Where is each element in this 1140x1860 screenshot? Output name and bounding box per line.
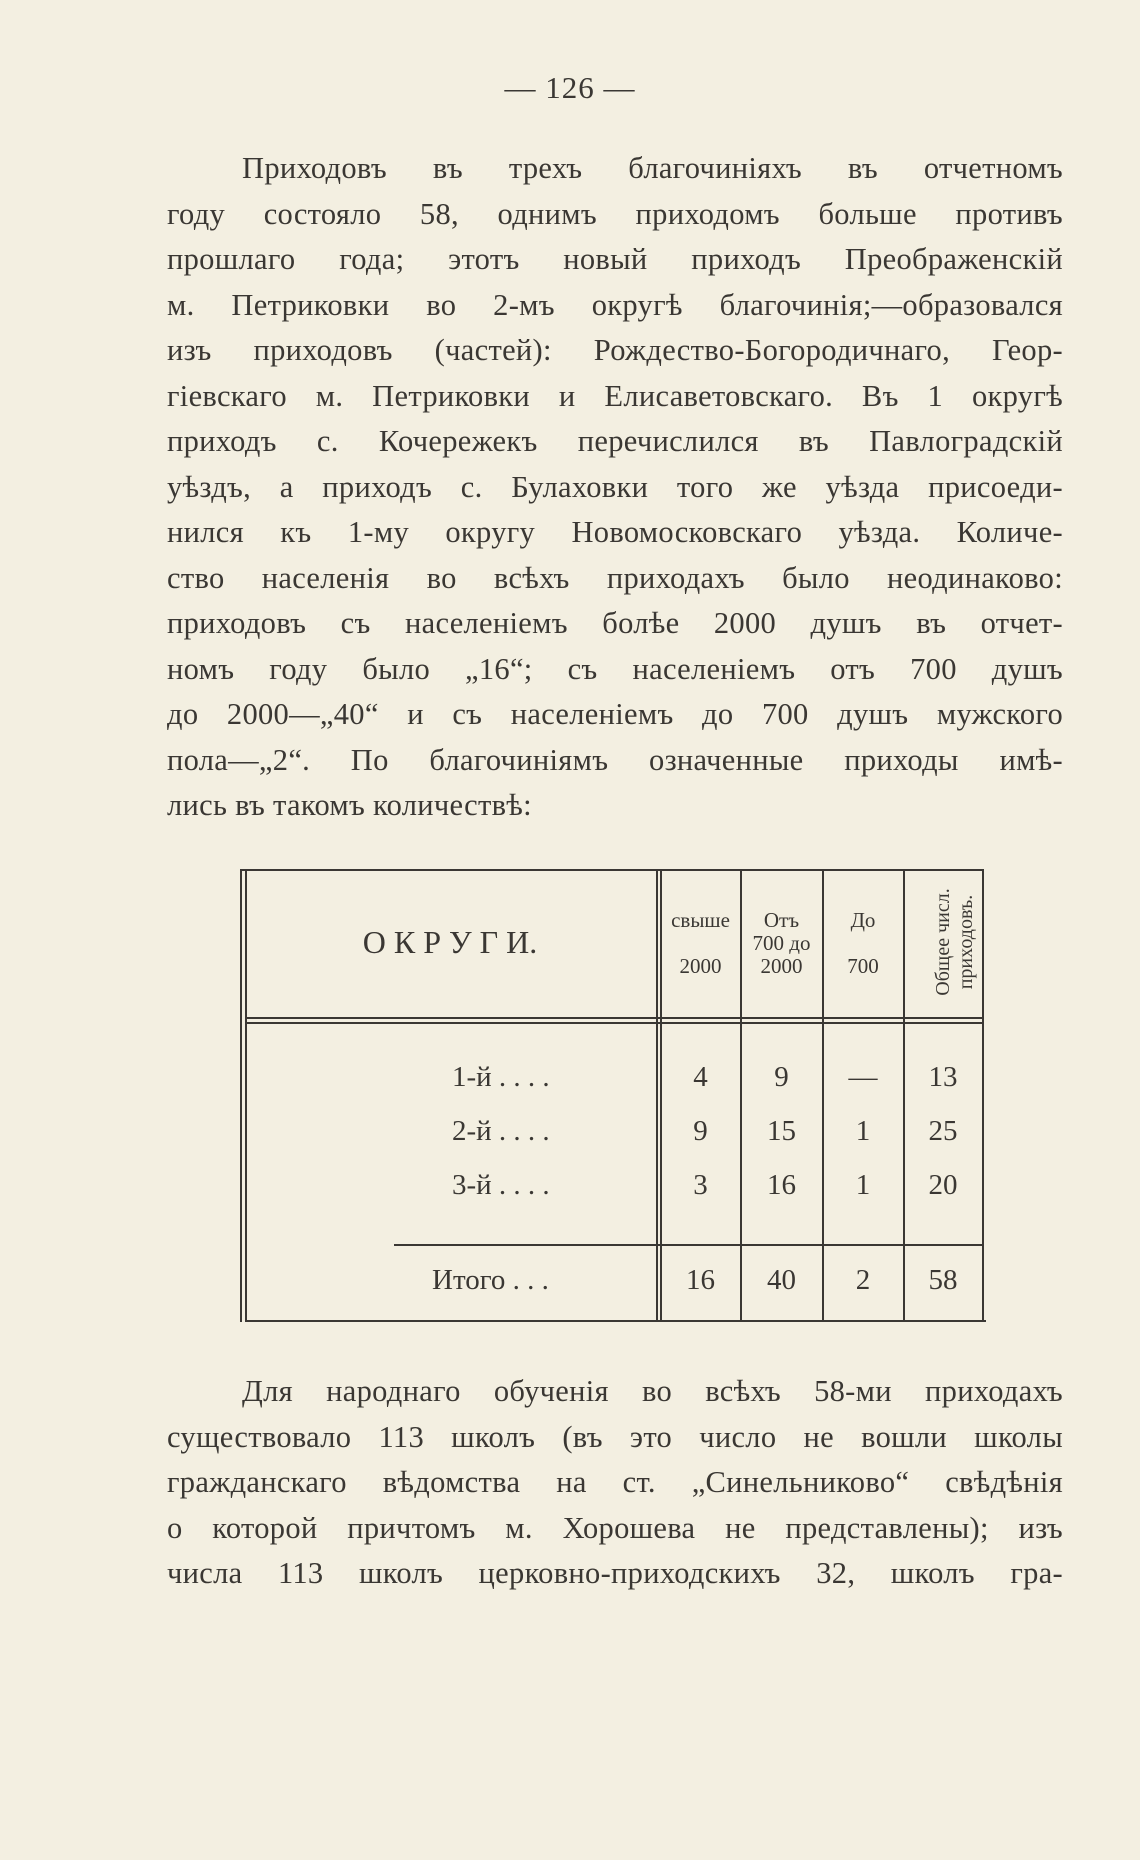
text-line: Для народнаго обученія во всѣхъ 58-ми приходахъ xyxy=(242,1374,1063,1408)
text-line: ство населенія во всѣхъ приходахъ было неодинаково: xyxy=(167,560,1063,595)
row-label: 1-й . . . . xyxy=(452,1061,550,1093)
cell: 4 xyxy=(693,1061,708,1093)
total-cell: 2 xyxy=(855,1264,871,1296)
okrugi-header: О К Р У Г И. xyxy=(362,924,538,960)
total-cell: 16 xyxy=(686,1264,715,1296)
col-700-2000-top: Отъ xyxy=(763,908,800,932)
text-line: гражданскаго вѣдомства на ст. „Синельниково“ свѣдѣнія xyxy=(167,1465,1063,1499)
cell: — xyxy=(848,1061,878,1093)
col-rule-3 xyxy=(822,869,824,1322)
col-700-2000-mid: 700 до xyxy=(752,931,811,955)
text-line: лись въ такомъ количествѣ: xyxy=(167,788,532,822)
cell: 9 xyxy=(693,1115,708,1147)
total-label: Итого . . . xyxy=(432,1264,549,1296)
col-700-2000-bottom: 2000 xyxy=(760,954,803,978)
table-right-rule xyxy=(982,869,984,1322)
table-left-rule xyxy=(240,869,242,1322)
text-line: номъ году было „16“; съ населеніемъ отъ 700 душъ xyxy=(167,651,1063,686)
text-line: числа 113 школъ церковно-приходскихъ 32, школъ гра- xyxy=(167,1556,1063,1590)
total-cell: 40 xyxy=(767,1264,796,1296)
total-cell: 58 xyxy=(928,1264,958,1296)
text-line: пола—„2“. По благочиніямъ означенные приходы имѣ- xyxy=(167,742,1063,777)
text-line: нился къ 1-му округу Новомосковскаго уѣзда. Количе- xyxy=(167,515,1063,549)
col-rule-1a xyxy=(656,869,658,1322)
paragraph-2 xyxy=(167,1369,1063,1597)
col-under-700-top: До xyxy=(850,908,876,932)
text-line: до 2000—„40“ и съ населеніемъ до 700 душъ мужского xyxy=(167,697,1063,731)
cell: 9 xyxy=(774,1061,789,1093)
text-line: существовало 113 школъ (въ это число не вошли школы xyxy=(167,1419,1063,1454)
row-label: 2-й . . . . xyxy=(452,1115,550,1147)
col-under-700-bottom: 700 xyxy=(847,954,879,978)
cell: 15 xyxy=(767,1115,796,1147)
paragraph-1 xyxy=(167,146,1063,829)
table-bottom-rule xyxy=(246,1320,986,1322)
cell: 25 xyxy=(928,1115,958,1147)
text-line: приходъ с. Кочережекъ перечислился въ Павлоградскій xyxy=(167,424,1063,458)
header-rule-2 xyxy=(246,1022,984,1024)
text-line: изъ приходовъ (частей): Рождество-Богородичнаго, Геор- xyxy=(167,333,1063,367)
col-rule-1b xyxy=(660,869,662,1322)
text-line: году состояло 58, однимъ приходомъ больше противъ xyxy=(167,196,1063,231)
cell: 3 xyxy=(693,1169,708,1201)
col-total-line2: приходовъ. xyxy=(955,894,977,990)
cell: 13 xyxy=(928,1061,958,1093)
parishes-table xyxy=(240,869,984,1323)
cell: 1 xyxy=(855,1169,871,1201)
text-line: гіевскаго м. Петриковки и Елисаветовскаго. Въ 1 округѣ xyxy=(167,378,1063,413)
col-over-2000-top: свыше xyxy=(671,908,730,932)
cell: 1 xyxy=(855,1115,871,1147)
col-total-line1: Общее числ. xyxy=(932,888,954,996)
col-rule-4 xyxy=(903,869,905,1322)
text-line: м. Петриковки во 2-мъ округѣ благочинія;—образовался xyxy=(167,287,1063,322)
page-number: — 126 — xyxy=(504,70,636,105)
row-label: 3-й . . . . xyxy=(452,1169,550,1201)
header-rule-1 xyxy=(246,1017,984,1019)
table-left-rule-inner xyxy=(245,869,247,1322)
text-line: Приходовъ въ трехъ благочиніяхъ въ отчетномъ xyxy=(242,151,1063,185)
text-line: уѣздъ, а приходъ с. Булаховки того же уѣзда присоеди- xyxy=(167,469,1063,504)
cell: 20 xyxy=(928,1169,958,1201)
text-line: о которой причтомъ м. Хорошева не представлены); изъ xyxy=(167,1510,1063,1545)
col-over-2000-bottom: 2000 xyxy=(679,954,722,978)
table-top-rule xyxy=(240,869,984,871)
total-rule xyxy=(394,1244,984,1246)
text-line: приходовъ съ населеніемъ болѣе 2000 душъ въ отчет- xyxy=(167,606,1063,640)
cell: 16 xyxy=(767,1169,796,1201)
text-line: прошлаго года; этотъ новый приходъ Преображенскій xyxy=(167,242,1063,276)
